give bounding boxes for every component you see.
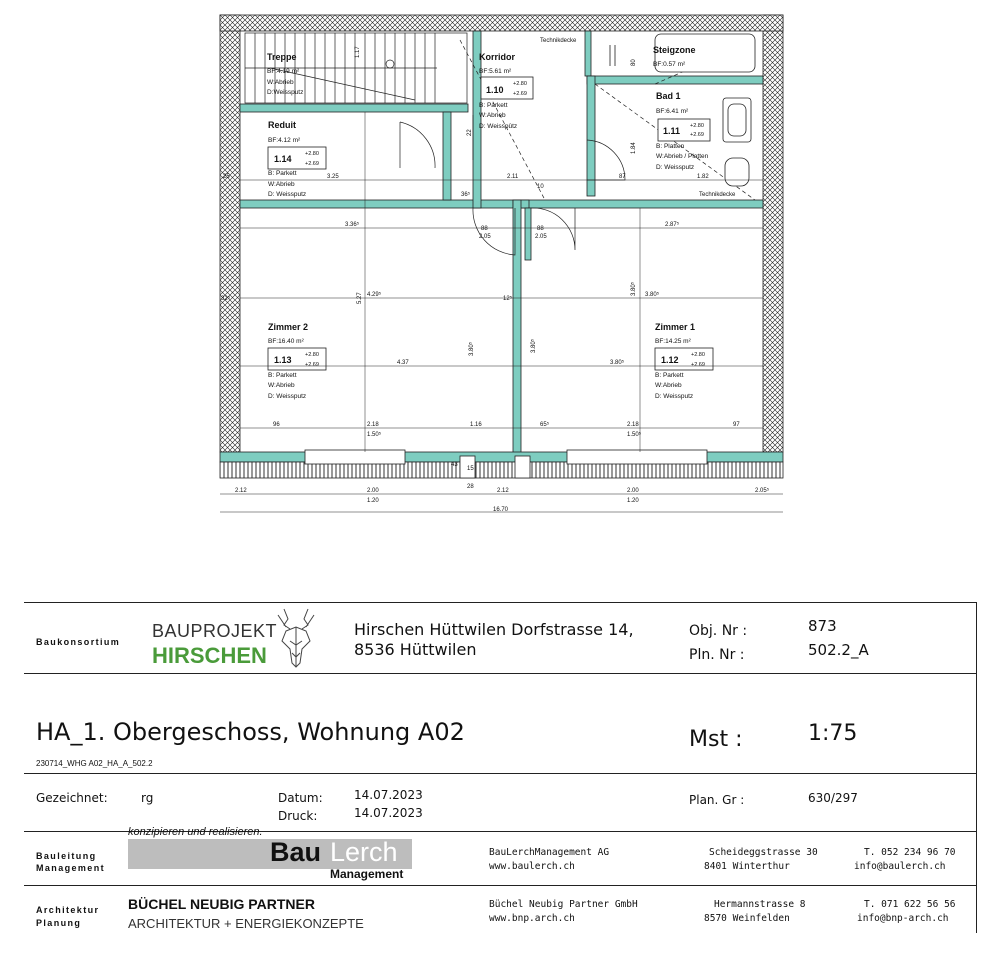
address-line2: 8536 Hüttwilen — [354, 640, 477, 659]
dim-3-80-e: 3.80⁵ — [631, 281, 637, 296]
dim-96: 96 — [273, 422, 280, 428]
plan-title: HA_1. Obergeschoss, Wohnung A02 — [36, 718, 465, 746]
room-h2-korridor: +2.69 — [513, 91, 527, 97]
room-code-korridor: 1.10 — [486, 85, 504, 95]
gezeichnet-label: Gezeichnet: — [36, 791, 108, 805]
baulerch-logo-lerch: Lerch — [330, 837, 398, 867]
dim-3-80-b: 3.80⁵ — [610, 360, 625, 366]
plan-gr-value: 630/297 — [808, 791, 858, 805]
dim-32-5: 32⁵ — [221, 296, 231, 302]
datum-label: Datum: — [278, 791, 323, 805]
room-code-reduit: 1.14 — [274, 154, 292, 164]
dim-3-36: 3.36⁵ — [345, 222, 360, 228]
room-d-treppe: D:Weissputz — [267, 89, 304, 96]
dim-2-00-b: 2.00 — [627, 488, 639, 494]
room-b-bad: B: Platten — [656, 143, 685, 150]
dim-65: 65⁵ — [540, 422, 550, 428]
bnp-sub: ARCHITEKTUR + ENERGIEKONZEPTE — [128, 916, 364, 931]
dim-1-50-b: 1.50⁵ — [627, 432, 642, 438]
dim-1-17: 1.17 — [355, 46, 361, 58]
bnp-city: 8570 Weinfelden — [704, 913, 790, 924]
floor-plan-drawing — [215, 0, 795, 520]
bnp-mail: info@bnp-arch.ch — [857, 913, 949, 924]
dim-88-a: 88 — [481, 226, 488, 232]
dim-2-18-b: 2.18 — [627, 422, 639, 428]
druck-value: 14.07.2023 — [354, 806, 423, 820]
room-d-reduit: D: Weissputz — [268, 191, 307, 198]
baulerch-tel: T. 052 234 96 70 — [864, 847, 956, 858]
deer-logo-icon — [270, 605, 322, 671]
address-line1: Hirschen Hüttwilen Dorfstrasse 14, — [354, 620, 634, 639]
dim-22: 22 — [467, 129, 473, 136]
room-bf-bad: BF:6.41 m² — [656, 108, 689, 115]
room-code-zimmer2: 1.13 — [274, 355, 292, 365]
plan-gr-label: Plan. Gr : — [689, 793, 745, 807]
baulerch-logo-management: Management — [330, 867, 404, 881]
title-block — [24, 602, 977, 933]
bnp-street: Hermannstrasse 8 — [714, 899, 806, 910]
divider — [24, 885, 976, 886]
room-h2-zimmer2: +2.69 — [305, 362, 319, 368]
dim-3-80-a: 3.80⁵ — [645, 292, 660, 298]
divider — [24, 773, 976, 774]
datum-value: 14.07.2023 — [354, 788, 423, 802]
dim-97: 97 — [733, 422, 740, 428]
baulerch-street: Scheideggstrasse 30 — [709, 847, 818, 858]
pln-nr-label: Pln. Nr : — [689, 647, 745, 663]
room-bf-treppe: BF:4.19 m² — [267, 68, 300, 75]
baulerch-company: BauLerchManagement AG — [489, 847, 610, 858]
room-h2-reduit: +2.69 — [305, 161, 319, 167]
room-w-bad: W:Abrieb / Platten — [656, 153, 709, 160]
room-name-zimmer2: Zimmer 2 — [268, 322, 309, 332]
dim-80: 80 — [631, 59, 637, 66]
room-code-bad: 1.11 — [663, 126, 681, 136]
konsortium-label: Baukonsortium — [36, 637, 121, 647]
dim-2-05-b: 2.05 — [535, 234, 547, 240]
bnp-company: Büchel Neubig Partner GmbH — [489, 899, 638, 910]
dim-3-25: 3.25 — [327, 174, 339, 180]
wall-left — [220, 15, 240, 452]
room-h1-reduit: +2.80 — [305, 151, 319, 157]
dim-2-12-b: 2.12 — [497, 488, 509, 494]
room-name-steigzone: Steigzone — [653, 45, 696, 55]
dim-2-05-a: 2.05 — [479, 234, 491, 240]
dim-5-27: 5.27 — [357, 292, 363, 304]
bnp-tel: T. 071 622 56 56 — [864, 899, 956, 910]
room-h2-zimmer1: +2.69 — [691, 362, 705, 368]
room-b-korridor: B: Parkett — [479, 102, 508, 109]
label-technikdecke-bottom: Technikdecke — [699, 192, 736, 198]
room-code-zimmer1: 1.12 — [661, 355, 679, 365]
management-label: Management — [36, 863, 106, 873]
dim-87: 87 — [619, 174, 626, 180]
room-name-korridor: Korridor — [479, 52, 515, 62]
dim-16-70: 16.70 — [493, 507, 509, 513]
dim-12-5: 12⁵ — [503, 296, 513, 302]
bnp-web: www.bnp.arch.ch — [489, 913, 575, 924]
dim-36: 36⁵ — [461, 192, 471, 198]
room-bf-zimmer1: BF:14.25 m² — [655, 338, 691, 345]
logo-bauprojekt: BAUPROJEKT — [152, 621, 278, 641]
room-d-zimmer1: D: Weissputz — [655, 393, 694, 400]
room-h2-bad: +2.69 — [690, 132, 704, 138]
baulerch-logo-bau: Bau — [270, 837, 322, 867]
room-h1-korridor: +2.80 — [513, 81, 527, 87]
room-w-zimmer2: W:Abrieb — [268, 382, 295, 389]
baulerch-slogan: konzipieren und realisieren. — [128, 826, 263, 838]
room-h1-zimmer2: +2.80 — [305, 352, 319, 358]
dim-3-80-c: 3.80⁵ — [469, 341, 475, 356]
baulerch-mail: info@baulerch.ch — [854, 861, 946, 872]
room-b-reduit: B: Parkett — [268, 170, 297, 177]
bauleitung-label: Bauleitung — [36, 851, 97, 861]
room-name-treppe: Treppe — [267, 52, 297, 62]
room-w-reduit: W:Abrieb — [268, 181, 295, 188]
divider — [24, 673, 976, 674]
architektur-label: Architektur — [36, 905, 100, 915]
dim-1-84: 1.84 — [631, 142, 637, 154]
obj-nr-label: Obj. Nr : — [689, 623, 748, 639]
mst-value: 1:75 — [808, 721, 858, 746]
room-w-korridor: W:Abrieb — [479, 112, 506, 119]
dim-2-12-a: 2.12 — [235, 488, 247, 494]
dim-2-87: 2.87⁵ — [665, 222, 680, 228]
bnp-name: BÜCHEL NEUBIG PARTNER — [128, 896, 315, 912]
dim-4-29: 4.29⁵ — [367, 292, 382, 298]
dim-2-00-a: 2.00 — [367, 488, 379, 494]
baulerch-web: www.baulerch.ch — [489, 861, 575, 872]
dim-2-18-a: 2.18 — [367, 422, 379, 428]
dim-2-05: 2.05⁵ — [755, 488, 770, 494]
mst-label: Mst : — [689, 727, 743, 752]
logo-hirschen: HIRSCHEN — [152, 643, 267, 668]
room-w-treppe: W:Abrieb — [267, 79, 294, 86]
room-d-korridor: D: Weisspûtz — [479, 123, 518, 130]
planung-label: Planung — [36, 918, 82, 928]
wall-top — [220, 15, 783, 31]
room-h1-zimmer1: +2.80 — [691, 352, 705, 358]
dim-3-80-d: 3.80⁵ — [531, 338, 537, 353]
dim-25: 25 — [223, 174, 230, 180]
room-bf-korridor: BF:5.61 m² — [479, 68, 512, 75]
wall-right — [763, 15, 783, 452]
dim-10: 10 — [537, 184, 544, 190]
room-d-bad: D: Weissputz — [656, 164, 695, 171]
room-bf-steigzone: BF:0.57 m² — [653, 61, 686, 68]
label-technikdecke-top: Technikdecke — [540, 38, 577, 44]
room-b-zimmer1: B: Parkett — [655, 372, 684, 379]
pln-nr-value: 502.2_A — [808, 641, 869, 659]
dim-1-82: 1.82 — [697, 174, 709, 180]
room-bf-reduit: BF:4.12 m² — [268, 137, 301, 144]
gezeichnet-value: rg — [141, 791, 154, 805]
dim-2-11: 2.11 — [507, 174, 519, 180]
dim-88-b: 88 — [537, 226, 544, 232]
dim-1-16: 1.16 — [470, 422, 482, 428]
dim-4-37: 4.37 — [397, 360, 409, 366]
dim-28: 28 — [467, 484, 474, 490]
room-bf-zimmer2: BF:16.40 m² — [268, 338, 304, 345]
dim-1-20-b: 1.20 — [627, 498, 639, 504]
room-name-zimmer1: Zimmer 1 — [655, 322, 696, 332]
plan-file: 230714_WHG A02_HA_A_502.2 — [36, 759, 153, 768]
dim-15: 15 — [467, 466, 474, 472]
floor-plan — [215, 0, 795, 520]
room-d-zimmer2: D: Weissputz — [268, 393, 307, 400]
druck-label: Druck: — [278, 809, 318, 823]
room-h1-bad: +2.80 — [690, 123, 704, 129]
dim-1-20-a: 1.20 — [367, 498, 379, 504]
room-w-zimmer1: W:Abrieb — [655, 382, 682, 389]
dim-43: 43 — [451, 462, 458, 468]
room-b-zimmer2: B: Parkett — [268, 372, 297, 379]
room-name-bad: Bad 1 — [656, 91, 681, 101]
obj-nr-value: 873 — [808, 617, 837, 635]
dim-1-50-a: 1.50⁵ — [367, 432, 382, 438]
baulerch-city: 8401 Winterthur — [704, 861, 790, 872]
room-name-reduit: Reduit — [268, 120, 296, 130]
